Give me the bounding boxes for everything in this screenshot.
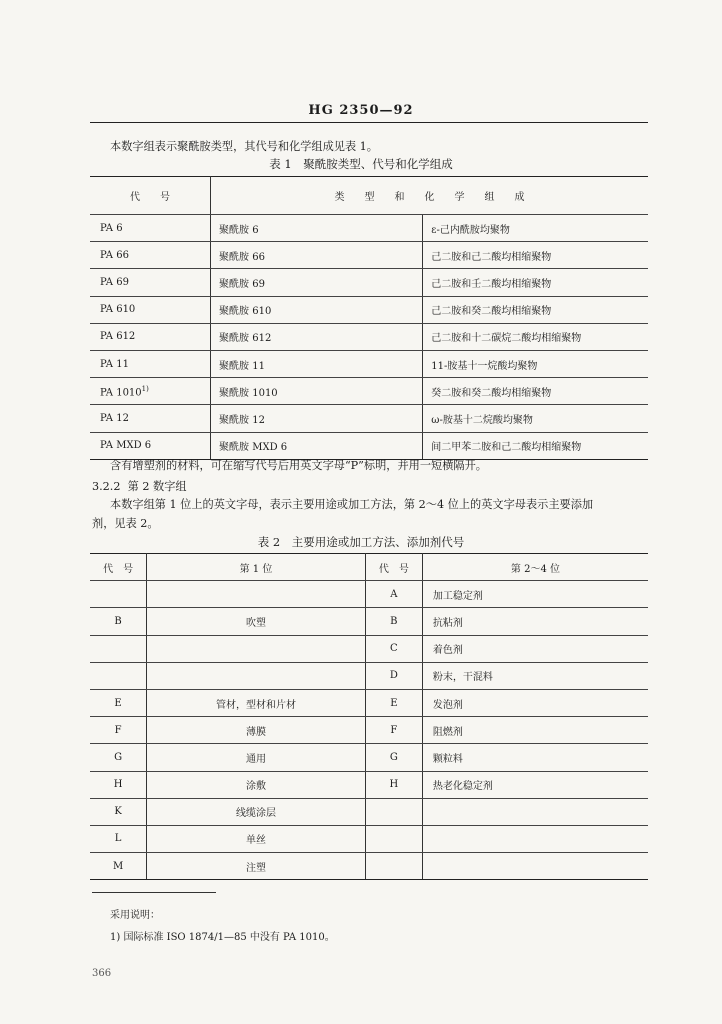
- table2-code1: [90, 662, 147, 689]
- footnote-rule: [92, 892, 216, 893]
- footnote-marker: 1): [141, 384, 149, 393]
- table1-composition: 己二胺和癸二酸均相缩聚物: [423, 296, 648, 323]
- table1-code: PA 6: [100, 222, 123, 234]
- table1-code: PA 66: [100, 249, 129, 261]
- table2-pos2: [422, 853, 648, 880]
- table1-row: [90, 269, 648, 296]
- table1-name: 聚酰胺 MXD 6: [211, 432, 423, 459]
- table2-col-pos2: 第 2～4 位: [422, 554, 648, 581]
- table2-code1: B: [90, 608, 147, 635]
- table2-code2: B: [365, 608, 422, 635]
- page-number: 366: [92, 968, 112, 979]
- table2-header-row: [90, 554, 648, 581]
- table1-code: PA MXD 6: [100, 440, 152, 452]
- table1-row: [90, 378, 648, 405]
- table1-row: [90, 432, 648, 459]
- table2-pos1: 涂敷: [147, 771, 366, 798]
- table2-pos1: 通用: [147, 744, 366, 771]
- table1-name: 聚酰胺 6: [211, 215, 423, 242]
- table1-code-cell: [90, 378, 211, 405]
- table1-composition: 间二甲苯二胺和己二酸均相缩聚物: [423, 432, 648, 459]
- table2-pos1: 注塑: [147, 853, 366, 880]
- table1-composition: 己二胺和十二碳烷二酸均相缩聚物: [423, 323, 648, 350]
- table1-row: [90, 405, 648, 432]
- table1-code: PA 69: [100, 276, 129, 288]
- table2-row: [90, 853, 648, 880]
- table2-pos1: [147, 635, 366, 662]
- table1-name: 聚酰胺 612: [211, 323, 423, 350]
- section-number: 3.2.2: [92, 480, 121, 493]
- table1-col-type: 类 型 和 化 学 组 成: [211, 177, 648, 215]
- table1-row: [90, 296, 648, 323]
- table2-code2: E: [365, 689, 422, 716]
- table1-code-cell: [90, 350, 211, 377]
- table1-name: 聚酰胺 1010: [211, 378, 423, 405]
- table1-row: [90, 242, 648, 269]
- table1-name: 聚酰胺 12: [211, 405, 423, 432]
- table2-code2: [365, 825, 422, 852]
- table2-row: [90, 581, 648, 608]
- table2-col-pos1: 第 1 位: [147, 554, 366, 581]
- table1: [90, 176, 648, 460]
- table2-pos2: 粉末，干混料: [422, 662, 648, 689]
- table2-pos2: 加工稳定剂: [422, 581, 648, 608]
- header-rule: [90, 122, 648, 123]
- table1-code: PA 610: [100, 304, 136, 316]
- plasticizer-note: 含有增塑剂的材料，可在缩写代号后用英文字母“P”标明，并用一短横隔开。: [110, 459, 487, 472]
- table2-row: [90, 825, 648, 852]
- table1-name: 聚酰胺 11: [211, 350, 423, 377]
- table2-code2: G: [365, 744, 422, 771]
- table2-pos1: [147, 662, 366, 689]
- table1-row: [90, 350, 648, 377]
- table2-caption: 表 2 主要用途或加工方法、添加剂代号: [257, 535, 465, 549]
- table2-pos1: 线缆涂层: [147, 798, 366, 825]
- table1-code-cell: [90, 405, 211, 432]
- table1-composition: 己二胺和壬二酸均相缩聚物: [423, 269, 648, 296]
- table2-row: [90, 689, 648, 716]
- table2: [90, 553, 648, 880]
- table1-code-cell: [90, 432, 211, 459]
- table2-code2: F: [365, 717, 422, 744]
- table1-code: PA 612: [100, 331, 136, 343]
- table2-row: [90, 798, 648, 825]
- table1-header-row: [90, 177, 648, 215]
- standard-code-header: HG 2350—92: [308, 103, 414, 118]
- table1-code-cell: [90, 215, 211, 242]
- table2-code2: A: [365, 581, 422, 608]
- section-heading: [92, 478, 187, 494]
- table1-composition: 癸二胺和癸二酸均相缩聚物: [423, 378, 648, 405]
- table2-pos1: [147, 581, 366, 608]
- table2-code1: [90, 581, 147, 608]
- table1-composition: 11-胺基十一烷酸均聚物: [423, 350, 648, 377]
- table2-code1: H: [90, 771, 147, 798]
- table2-code1: F: [90, 717, 147, 744]
- table1-code-cell: [90, 323, 211, 350]
- table2-col-code2: 代 号: [365, 554, 422, 581]
- table1-name: 聚酰胺 610: [211, 296, 423, 323]
- table2-code2: C: [365, 635, 422, 662]
- table1-code: PA 1010: [100, 386, 142, 398]
- footnote-text: 1) 国际标准 ISO 1874/1—85 中没有 PA 1010。: [110, 932, 335, 943]
- intro-paragraph: 本数字组表示聚酰胺类型，其代号和化学组成见表 1。: [110, 140, 378, 153]
- table2-code2: D: [365, 662, 422, 689]
- table2-pos2: 颗粒料: [422, 744, 648, 771]
- table2-pos1: 单丝: [147, 825, 366, 852]
- table1-code-cell: [90, 269, 211, 296]
- table2-pos2: 发泡剂: [422, 689, 648, 716]
- table2-code1: [90, 635, 147, 662]
- table2-code1: K: [90, 798, 147, 825]
- table1-composition: ω-胺基十二烷酸均聚物: [423, 405, 648, 432]
- table1-row: [90, 323, 648, 350]
- table1-code: PA 11: [100, 358, 129, 370]
- table2-row: [90, 771, 648, 798]
- table1-composition: 己二胺和己二酸均相缩聚物: [423, 242, 648, 269]
- table2-code1: G: [90, 744, 147, 771]
- table2-pos2: [422, 798, 648, 825]
- table2-row: [90, 744, 648, 771]
- section-title: 第 2 数字组: [127, 480, 187, 493]
- table2-pos2: 阻燃剂: [422, 717, 648, 744]
- table1-row: [90, 215, 648, 242]
- table2-pos2: 抗粘剂: [422, 608, 648, 635]
- table1-composition: ε-己内酰胺均聚物: [423, 215, 648, 242]
- table1-code-cell: [90, 242, 211, 269]
- table2-row: [90, 662, 648, 689]
- table1-caption: 表 1 聚酰胺类型、代号和化学组成: [269, 157, 453, 171]
- table1-code: PA 12: [100, 412, 129, 424]
- table2-pos1: 管材，型材和片材: [147, 689, 366, 716]
- paragraph2-line2: 剂，见表 2。: [92, 517, 159, 530]
- table2-pos2: [422, 825, 648, 852]
- table2-code2: H: [365, 771, 422, 798]
- table2-pos2: 热老化稳定剂: [422, 771, 648, 798]
- table2-row: [90, 608, 648, 635]
- table2-code1: E: [90, 689, 147, 716]
- table1-code-cell: [90, 296, 211, 323]
- table2-code1: L: [90, 825, 147, 852]
- table1-name: 聚酰胺 69: [211, 269, 423, 296]
- table1-name: 聚酰胺 66: [211, 242, 423, 269]
- paragraph2-line1: 本数字组第 1 位上的英文字母，表示主要用途或加工方法，第 2～4 位上的英文字母表示主要添加: [110, 498, 594, 511]
- table2-row: [90, 635, 648, 662]
- table2-col-code1: 代 号: [90, 554, 147, 581]
- table2-pos1: 薄膜: [147, 717, 366, 744]
- table2-pos2: 着色剂: [422, 635, 648, 662]
- table2-code2: [365, 798, 422, 825]
- table2-code2: [365, 853, 422, 880]
- table2-row: [90, 717, 648, 744]
- table1-col-code: 代 号: [90, 177, 211, 215]
- table2-pos1: 吹塑: [147, 608, 366, 635]
- footnote-label: 采用说明：: [110, 910, 160, 921]
- table2-code1: M: [90, 853, 147, 880]
